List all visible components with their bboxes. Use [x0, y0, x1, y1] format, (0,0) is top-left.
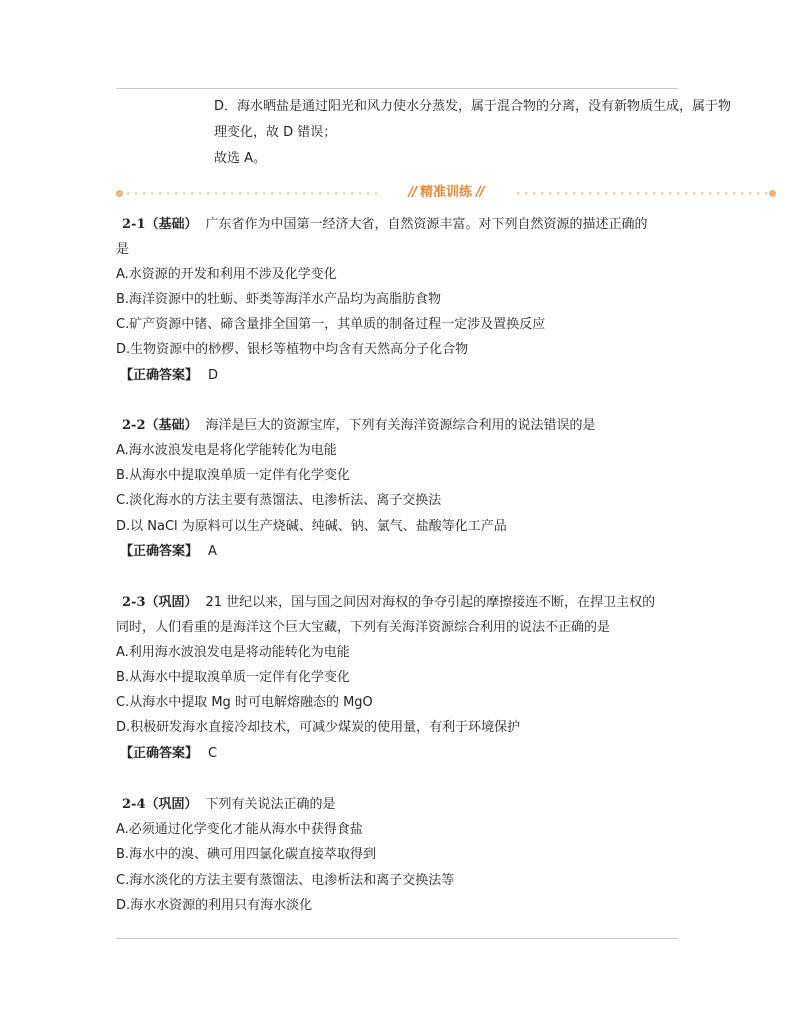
option-a: A.必须通过化学变化才能从海水中获得食盐 — [116, 822, 363, 837]
option-d: D.积极研发海水直接冷却技术，可减少煤炭的使用量，有利于环境保护 — [116, 720, 521, 735]
answer-value: D — [208, 368, 219, 383]
option-b: B.海洋资源中的牡蛎、虾类等海洋水产品均为高脂肪食物 — [116, 292, 442, 307]
question-2-2-stem — [122, 417, 596, 435]
question-2-4-stem — [122, 796, 336, 814]
question-stem: 21 世纪以来，国与国之间因对海权的争夺引起的摩擦接连不断，在捍卫主权的 — [205, 595, 656, 610]
banner-dots-right — [514, 192, 776, 195]
option-a: A.海水波浪发电是将化学能转化为电能 — [116, 443, 337, 458]
option-c: C.海水淡化的方法主要有蒸馏法、电渗析法和离子交换法等 — [116, 873, 455, 888]
banner-deco-right: // — [476, 185, 484, 200]
answer-row — [120, 745, 217, 763]
question-stem: 海洋是巨大的资源宝库，下列有关海洋资源综合利用的说法错误的是 — [205, 418, 596, 433]
option-c: C.矿产资源中锗、碲含量排全国第一，其单质的制备过程一定涉及置换反应 — [116, 317, 546, 332]
option-d: D.海水水资源的利用只有海水淡化 — [116, 898, 313, 913]
banner-dot-right — [769, 190, 776, 197]
banner-deco-left: // — [408, 185, 416, 200]
answer-value: A — [208, 544, 217, 559]
answer-label: 【正确答案】 — [120, 544, 199, 559]
question-stem: 广东省作为中国第一经济大省，自然资源丰富。对下列自然资源的描述正确的 — [205, 217, 648, 232]
bottom-divider — [116, 938, 678, 939]
option-a: A.水资源的开发和利用不涉及化学变化 — [116, 267, 337, 282]
option-c: C.从海水中提取 Mg 时可电解熔融态的 MgO — [116, 695, 373, 710]
answer-row — [120, 367, 218, 385]
option-c: C.淡化海水的方法主要有蒸馏法、电渗析法、离子交换法 — [116, 493, 442, 508]
question-2-3-stem-cont: 同时，人们看重的是海洋这个巨大宝藏，下列有关海洋资源综合利用的说法不正确的是 — [116, 620, 611, 635]
answer-value: C — [208, 746, 218, 761]
answer-label: 【正确答案】 — [120, 368, 199, 383]
prev-solution-line-2: 理变化，故 D 错误； — [214, 125, 337, 140]
option-d: D.生物资源中的桫椤、银杉等植物中均含有天然高分子化合物 — [116, 342, 469, 357]
question-label: 2-2（基础） — [122, 418, 198, 433]
answer-label: 【正确答案】 — [120, 746, 199, 761]
question-label: 2-4（巩固） — [122, 797, 198, 812]
question-label: 2-1（基础） — [122, 217, 198, 232]
section-title — [384, 184, 508, 202]
question-2-1-stem-cont: 是 — [116, 242, 130, 257]
answer-row — [120, 543, 217, 561]
option-a: A.利用海水波浪发电是将动能转化为电能 — [116, 645, 350, 660]
banner-dots-left — [116, 192, 378, 195]
question-2-3-stem — [122, 594, 655, 612]
option-d: D.以 NaCl 为原料可以生产烧碱、纯碱、钠、氯气、盐酸等化工产品 — [116, 519, 507, 534]
top-divider — [116, 88, 678, 89]
prev-solution-line-3: 故选 A。 — [214, 151, 267, 166]
option-b: B.从海水中提取溴单质一定伴有化学变化 — [116, 670, 351, 685]
option-b: B.从海水中提取溴单质一定伴有化学变化 — [116, 468, 351, 483]
option-b: B.海水中的溴、碘可用四氯化碳直接萃取得到 — [116, 847, 377, 862]
section-title-text: 精准训练 — [419, 185, 472, 200]
question-stem: 下列有关说法正确的是 — [205, 797, 336, 812]
prev-solution-line-1: D．海水晒盐是通过阳光和风力使水分蒸发，属于混合物的分离，没有新物质生成，属于物 — [214, 99, 732, 114]
question-2-1-stem — [122, 216, 648, 234]
section-banner — [116, 184, 776, 202]
question-label: 2-3（巩固） — [122, 595, 198, 610]
